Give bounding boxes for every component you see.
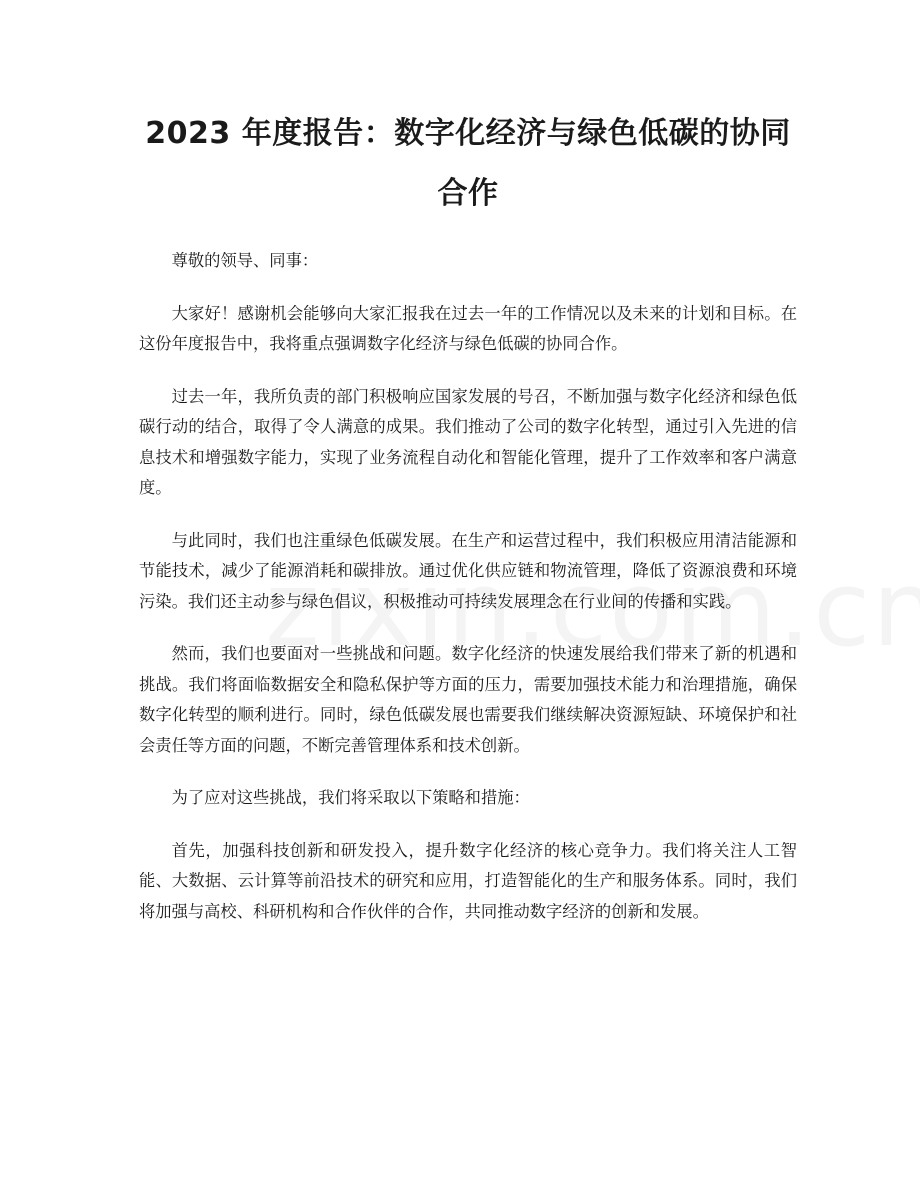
paragraph-past-year: 过去一年，我所负责的部门积极响应国家发展的号召，不断加强与数字化经济和绿色低碳行动的结合，取得了令人满意的成果。我们推动了公司的数字化转型，通过引入先进的信息技术和增强数字能力，实现了业务流程自动化和智能化管理，提升了工作效率和客户满意度。: [139, 386, 797, 497]
paragraph-green-development: 与此同时，我们也注重绿色低碳发展。在生产和运营过程中，我们积极应用清洁能源和节能技术，减少了能源消耗和碳排放。通过优化供应链和物流管理，降低了资源浪费和环境污染。我们还主动参与绿色倡议，积极推动可持续发展理念在行业间的传播和实践。: [139, 530, 797, 611]
paragraph-strategies: 为了应对这些挑战，我们将采取以下策略和措施：: [171, 788, 530, 807]
paragraph-intro: 大家好！感谢机会能够向大家汇报我在过去一年的工作情况以及未来的计划和目标。在这份年度报告中，我将重点强调数字化经济与绿色低碳的协同合作。: [139, 303, 797, 353]
paragraph-challenges: 然而，我们也要面对一些挑战和问题。数字化经济的快速发展给我们带来了新的机遇和挑战。我们将面临数据安全和隐私保护等方面的压力，需要加强技术能力和治理措施，确保数字化转型的顺利进行。同时，绿色低碳发展也需要我们继续解决资源短缺、环境保护和社会责任等方面的问题，不断完善管理体系和技术创新。: [139, 644, 797, 755]
paragraph-salutation: 尊敬的领导、同事：: [171, 251, 319, 270]
document-title: 2023 年度报告：数字化经济与绿色低碳的协同合作: [145, 116, 791, 211]
paragraph-first-strategy: 首先，加强科技创新和研发投入，提升数字化经济的核心竞争力。我们将关注人工智能、大数据、云计算等前沿技术的研究和应用，打造智能化的生产和服务体系。同时，我们将加强与高校、科研机构和合作伙伴的合作，共同推动数字经济的创新和发展。: [139, 840, 797, 921]
